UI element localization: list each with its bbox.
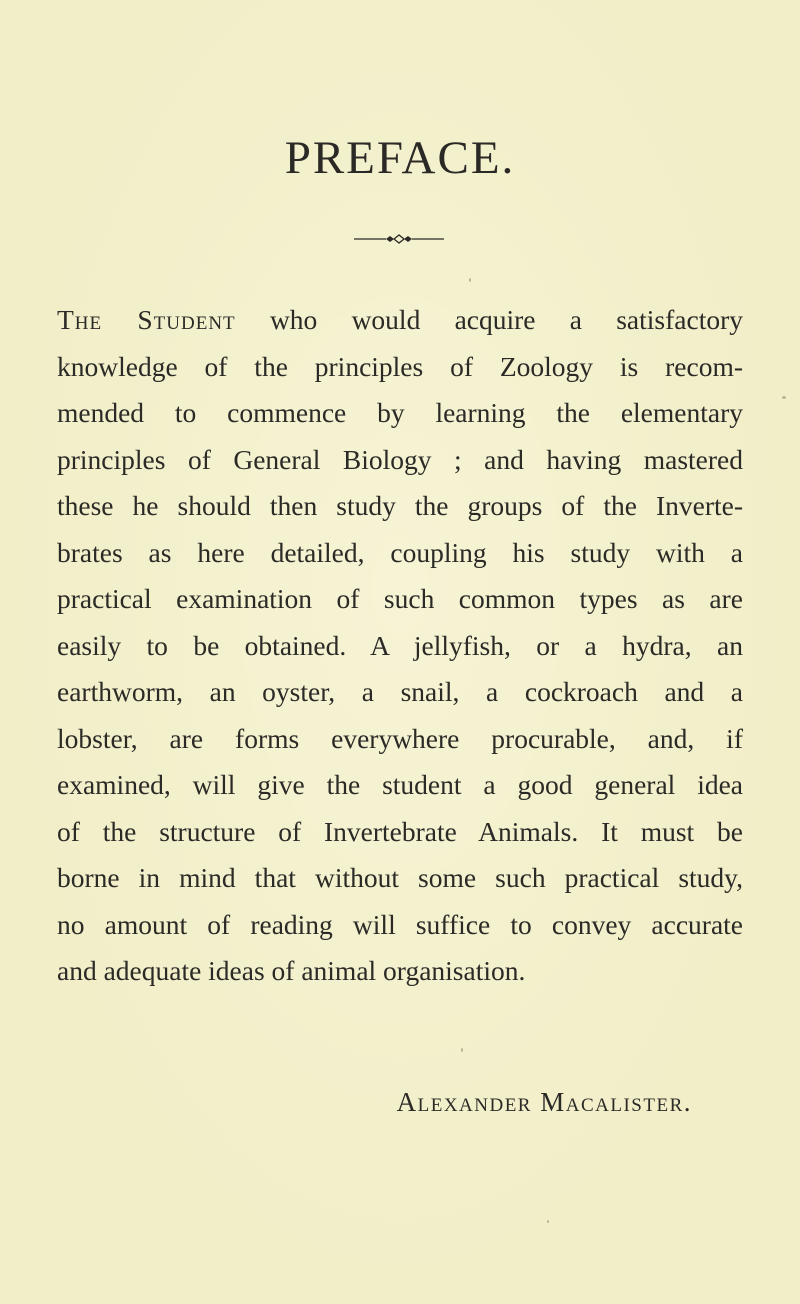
text-line: borne in mind that without some such practical study, — [57, 862, 743, 893]
paper-speck — [461, 1048, 463, 1052]
paper-speck — [469, 278, 471, 282]
text-line: principles of General Biology ; and having mastered — [57, 443, 743, 475]
text-line: mended to commence by learning the elementary — [57, 397, 743, 428]
paper-speck — [782, 396, 786, 399]
divider-ornament — [354, 233, 444, 245]
text-line: examined, will give the student a good general idea — [57, 769, 743, 800]
text-line — [57, 297, 743, 344]
text-line: of the structure of Invertebrate Animals. It must be — [57, 815, 743, 847]
text-line: knowledge of the principles of Zoology is recom- — [57, 350, 743, 382]
paper-speck — [547, 1220, 549, 1223]
preface-paragraph — [57, 297, 743, 995]
text-line: easily to be obtained. A jellyfish, or a hydra, an — [57, 629, 743, 661]
author-signature: Alexander Macalister. — [396, 1087, 692, 1117]
text-line: lobster, are forms everywhere procurable, and, if — [57, 722, 743, 754]
text-line: and adequate ideas of animal organisation. — [57, 955, 526, 986]
text-line: these he should then study the groups of the Inverte- — [57, 490, 743, 521]
text-line: brates as here detailed, coupling his study with a — [57, 536, 743, 568]
opening-words: The Student — [57, 304, 236, 335]
text-line-content: who would acquire a satisfactory — [235, 304, 743, 335]
text-line: practical examination of such common types as are — [57, 583, 743, 614]
text-line: earthworm, an oyster, a snail, a cockroach and a — [57, 676, 743, 707]
page-title: PREFACE. — [284, 132, 516, 184]
text-line: no amount of reading will suffice to convey accurate — [57, 908, 743, 940]
